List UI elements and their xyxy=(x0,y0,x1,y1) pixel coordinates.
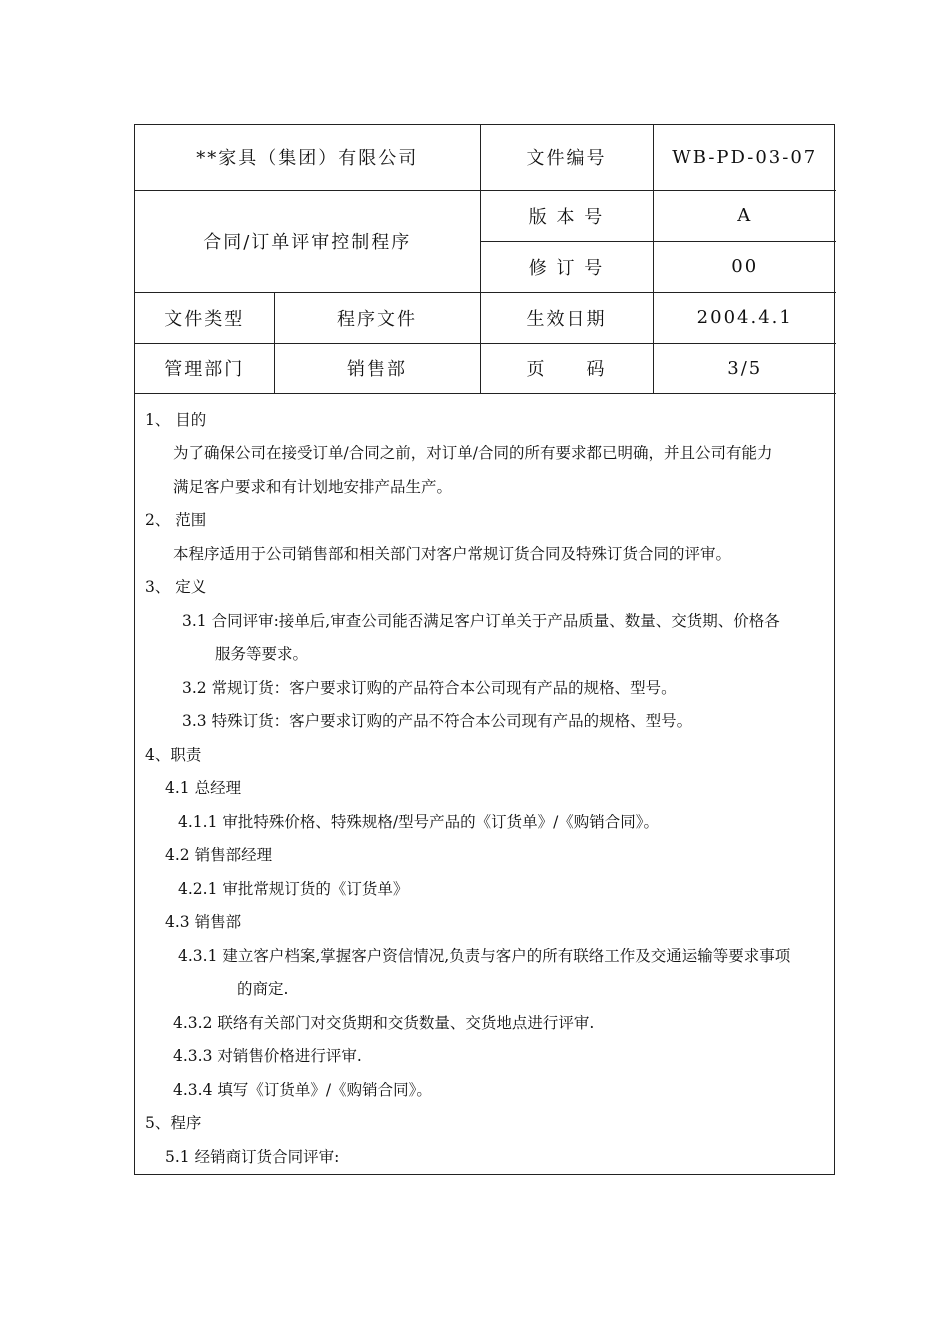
effective-date-label: 生效日期 xyxy=(480,292,653,343)
duty-4-3-4: 4.3.4 填写《订货单》/《购销合同》。 xyxy=(173,1080,432,1099)
definition-3-3: 3.3 特殊订货：客户要求订购的产品不符合本公司现有产品的规格、型号。 xyxy=(182,712,693,730)
section-1-text-cont: 满足客户要求和有计划地安排产品生产。 xyxy=(173,477,453,496)
doc-no-label: 文件编号 xyxy=(480,125,653,190)
dept-label: 管理部门 xyxy=(135,343,274,393)
duty-4-3-1-cont: 的商定. xyxy=(237,980,289,998)
section-1-title: 1、 目的 xyxy=(145,410,207,429)
page-value: 3/5 xyxy=(653,343,836,393)
duty-4-3-1: 4.3.1 建立客户档案,掌握客户资信情况,负责与客户的所有联络工作及交通运输等要求事项 xyxy=(178,946,791,965)
doc-type-value: 程序文件 xyxy=(274,292,480,343)
effective-date-value: 2004.4.1 xyxy=(653,292,836,343)
company-name: **家具（集团）有限公司 xyxy=(135,125,480,190)
definition-3-2: 3.2 常规订货：客户要求订购的产品符合本公司现有产品的规格、型号。 xyxy=(182,678,677,697)
doc-type-label: 文件类型 xyxy=(135,292,274,343)
revision-value: 00 xyxy=(653,241,836,292)
section-1-text: 为了确保公司在接受订单/合同之前，对订单/合同的所有要求都已明确，并且公司有能力 xyxy=(173,444,773,462)
section-4-title: 4、职责 xyxy=(145,745,202,764)
version-value: A xyxy=(653,190,836,241)
definition-3-1: 3.1 合同评审:接单后,审查公司能否满足客户订单关于产品质量、数量、交货期、价格各 xyxy=(182,611,780,630)
duty-4-1: 4.1 总经理 xyxy=(165,779,242,797)
definition-3-1-cont: 服务等要求。 xyxy=(215,645,309,663)
duty-4-3: 4.3 销售部 xyxy=(165,913,242,931)
revision-label: 修 订 号 xyxy=(480,241,653,292)
duty-4-2: 4.2 销售部经理 xyxy=(165,846,273,864)
duty-4-1-1: 4.1.1 审批特殊价格、特殊规格/型号产品的《订货单》/《购销合同》。 xyxy=(178,812,660,831)
section-2-text: 本程序适用于公司销售部和相关部门对客户常规订货合同及特殊订货合同的评审。 xyxy=(173,544,732,563)
duty-4-3-2: 4.3.2 联络有关部门对交货期和交货数量、交货地点进行评审. xyxy=(173,1013,595,1032)
header-table xyxy=(135,125,836,394)
document-frame xyxy=(134,124,835,1175)
procedure-5-1: 5.1 经销商订货合同评审: xyxy=(165,1147,340,1166)
duty-4-3-3: 4.3.3 对销售价格进行评审. xyxy=(173,1047,362,1065)
procedure-title: 合同/订单评审控制程序 xyxy=(135,190,480,292)
dept-value: 销售部 xyxy=(274,343,480,393)
duty-4-2-1: 4.2.1 审批常规订货的《订货单》 xyxy=(178,879,409,898)
document-body xyxy=(135,394,834,1175)
doc-no-value: WB-PD-03-07 xyxy=(653,125,836,190)
section-3-title: 3、 定义 xyxy=(145,578,207,596)
page-label: 页 码 xyxy=(480,343,653,393)
version-label: 版 本 号 xyxy=(480,190,653,241)
section-2-title: 2、 范围 xyxy=(145,511,207,529)
section-5-title: 5、程序 xyxy=(145,1114,202,1132)
